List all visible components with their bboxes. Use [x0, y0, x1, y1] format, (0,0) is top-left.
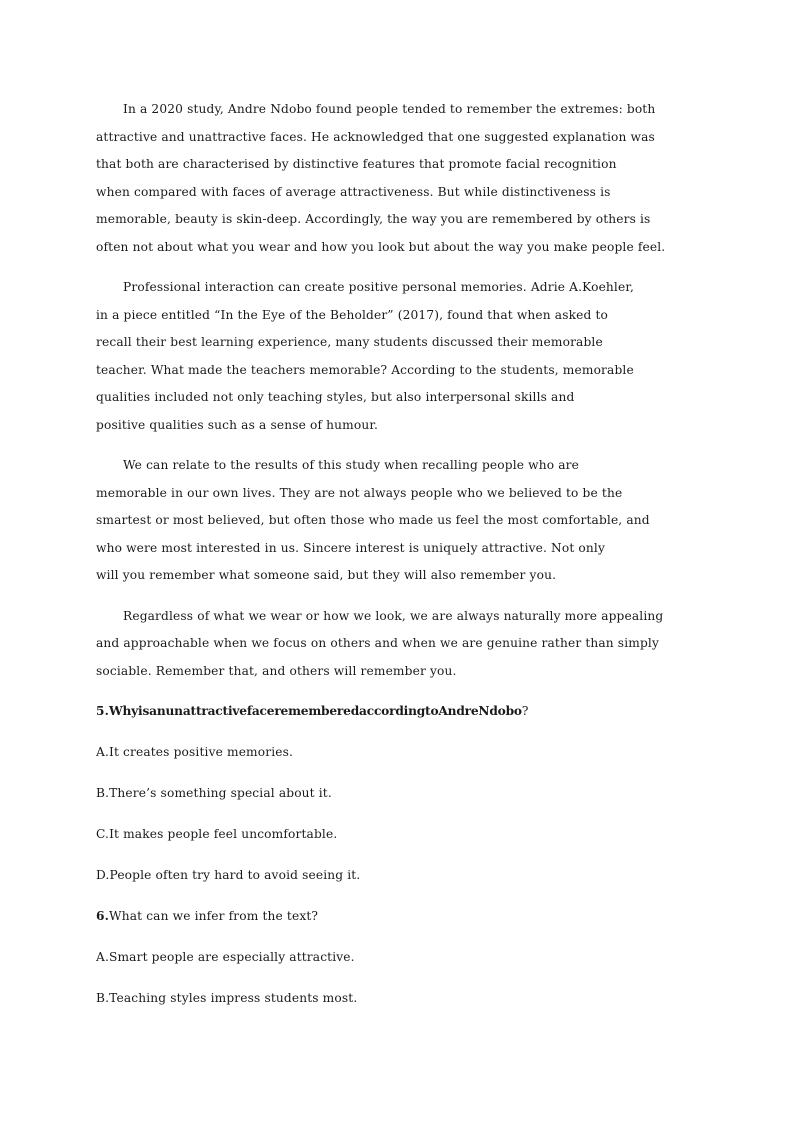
text-line: attractive and unattractive faces. He acknowledged that one suggested explanation was — [96, 129, 655, 144]
text-line: Regardless of what we wear or how we look, we are always naturally more appealing — [123, 608, 664, 623]
text-line: and approachable when we focus on others and when we are genuine rather than simply — [96, 636, 659, 650]
passage-paragraph-1 — [96, 96, 706, 261]
text-line: memorable in our own lives. They are not always people who we believed to be the — [96, 485, 623, 500]
question-5-stem — [96, 698, 706, 726]
question-6-option-b: B.Teaching styles impress students most. — [96, 991, 358, 1005]
text-line: positive qualities such as a sense of humour. — [96, 417, 379, 432]
text-line: who were most interested in us. Sincere interest is uniquely attractive. Not only — [96, 540, 606, 555]
question-6-stem — [96, 903, 706, 931]
question-5-option-a: A.It creates positive memories. — [96, 745, 294, 759]
text-line: sociable. Remember that, and others will remember you. — [96, 663, 457, 678]
text-line: qualities included not only teaching styles, but also interpersonal skills and — [96, 390, 575, 404]
question-5-option-c: C.It makes people feel uncomfortable. — [96, 827, 338, 841]
question-number: 6. — [96, 909, 110, 923]
passage-paragraph-2 — [96, 274, 706, 439]
question-mark: ? — [521, 704, 529, 718]
text-line: when compared with faces of average attractiveness. But while distinctiveness is — [96, 184, 611, 199]
text-line: In a 2020 study, Andre Ndobo found people tended to remember the extremes: both — [123, 102, 656, 116]
question-6-option-a: A.Smart people are especially attractive. — [96, 950, 355, 964]
question-5-option-d: D.People often try hard to avoid seeing it. — [96, 868, 361, 882]
text-line: smartest or most believed, but often those who made us feel the most comfortable, and — [96, 513, 650, 527]
question-number: 5. — [96, 704, 110, 718]
question-text: What can we infer from the text? — [109, 909, 319, 923]
text-line: often not about what you wear and how you look but about the way you make people feel. — [96, 239, 666, 254]
text-line: Professional interaction can create positive personal memories. Adrie A.Koehler, — [123, 280, 634, 294]
question-5-option-b: B.There’s something special about it. — [96, 786, 332, 800]
question-text: WhyisanunattractivefacerememberedaccordingtoAndreNdobo — [109, 704, 522, 718]
text-line: teacher. What made the teachers memorable? According to the students, memorable — [96, 362, 634, 377]
text-line: that both are characterised by distinctive features that promote facial recognition — [96, 157, 617, 171]
text-line: recall their best learning experience, many students discussed their memorable — [96, 335, 603, 349]
text-line: memorable, beauty is skin-deep. Accordingly, the way you are remembered by others is — [96, 212, 651, 226]
text-line: will you remember what someone said, but they will also remember you. — [96, 568, 557, 582]
passage-paragraph-4 — [96, 603, 706, 686]
text-line: in a piece entitled “In the Eye of the Beholder” (2017), found that when asked to — [96, 307, 609, 322]
text-line: We can relate to the results of this study when recalling people who are — [123, 458, 579, 472]
document-page — [96, 96, 706, 1026]
passage-paragraph-3 — [96, 452, 706, 590]
